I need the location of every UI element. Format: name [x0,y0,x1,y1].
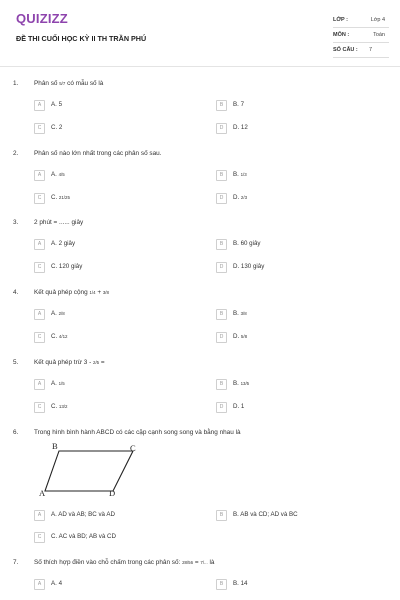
question-number: 5. [13,359,19,366]
question-count-value: 7 [369,47,373,53]
question-text: Trong hình bình hành ABCD có các cặp cạnh song song và bằng nhau là [34,429,241,436]
question-number: 1. [13,80,19,87]
question-number: 2. [13,150,19,157]
vertex-a-label: A [39,488,46,498]
option-key: B [216,100,227,111]
option-key: B [216,510,227,521]
option-label: C. 120 giây [51,263,83,270]
class-value: Lớp 4 [370,17,385,23]
vertex-b-label: B [52,441,58,451]
option-label: C. 13/2 [51,403,68,410]
option-label: B. 60 giây [233,240,261,247]
quizizz-logo: QUIZIZZ [16,11,68,26]
vertex-d-label: D [109,488,116,498]
question-number: 7. [13,559,19,566]
option-key: D [216,332,227,343]
option-label: D. 1 [233,403,245,410]
class-row [333,14,389,28]
vertex-c-label: C [130,443,136,453]
option-label: A. AD và AB; BC và AD [51,511,115,518]
option-key: B [216,239,227,250]
option-key: D [216,123,227,134]
option-label: B. 3/8 [233,310,247,317]
option-label: C. 21/25 [51,194,70,201]
worksheet-header [0,0,400,66]
option-key: A [34,170,45,181]
question-count-row [333,44,389,58]
option-label: D. 2/3 [233,194,248,201]
page-title: ĐỀ THI CUỐI HỌC KỲ II TH TRẦN PHÚ [16,34,147,43]
question-number: 4. [13,289,19,296]
option-key: C [34,123,45,134]
option-key: D [216,193,227,204]
option-key: C [34,193,45,204]
option-label: C. 2 [51,124,63,131]
subject-row [333,29,389,43]
option-label: A. 4 [51,580,63,587]
subject-label: MÔN : [333,32,350,38]
option-label: B. 13/5 [233,380,250,387]
option-key: D [216,402,227,413]
option-label: A. 5 [51,101,63,108]
question-text: Kết quả phép trừ 3 - 2/5 = [34,359,105,366]
parallelogram-figure [37,441,147,499]
option-label: C. AC và BD; AB và CD [51,533,116,540]
option-label: B. 1/3 [233,171,247,178]
header-divider [0,66,400,67]
option-key: D [216,262,227,273]
question-text: 2 phút = ...... giây [34,219,84,226]
option-key: A [34,510,45,521]
option-key: A [34,379,45,390]
option-key: B [216,379,227,390]
option-label: A. 1/5 [51,380,65,387]
question-text: Phân số nào lớn nhất trong các phân số sau. [34,150,162,157]
question-text: Phân số 5/7 có mẫu số là [34,80,104,87]
question-count-label: SỐ CÂU : [333,47,358,53]
question-text: Số thích hợp điền vào chỗ chấm trong các phân số: 28/56 = 7/... là [34,559,215,566]
option-key: A [34,239,45,250]
option-label: B. AB và CD; AD và BC [233,511,298,518]
question-number: 3. [13,219,19,226]
option-key: B [216,579,227,590]
option-key: B [216,170,227,181]
option-key: A [34,100,45,111]
option-key: C [34,532,45,543]
option-label: D. 5/8 [233,333,248,340]
option-label: D. 130 giây [233,263,265,270]
question-text: Kết quả phép cộng 1/4 + 3/8 [34,289,109,296]
option-key: C [34,402,45,413]
class-label: LỚP : [333,17,348,23]
option-key: A [34,579,45,590]
option-label: A. 2/8 [51,310,65,317]
option-label: D. 12 [233,124,248,131]
option-key: A [34,309,45,320]
question-number: 6. [13,429,19,436]
option-key: C [34,332,45,343]
option-key: B [216,309,227,320]
option-label: A. 2 giây [51,240,76,247]
option-label: B. 7 [233,101,245,108]
option-label: B. 14 [233,580,248,587]
subject-value: Toán [373,32,385,38]
option-key: C [34,262,45,273]
option-label: A. 4/5 [51,171,65,178]
option-label: C. 4/12 [51,333,68,340]
